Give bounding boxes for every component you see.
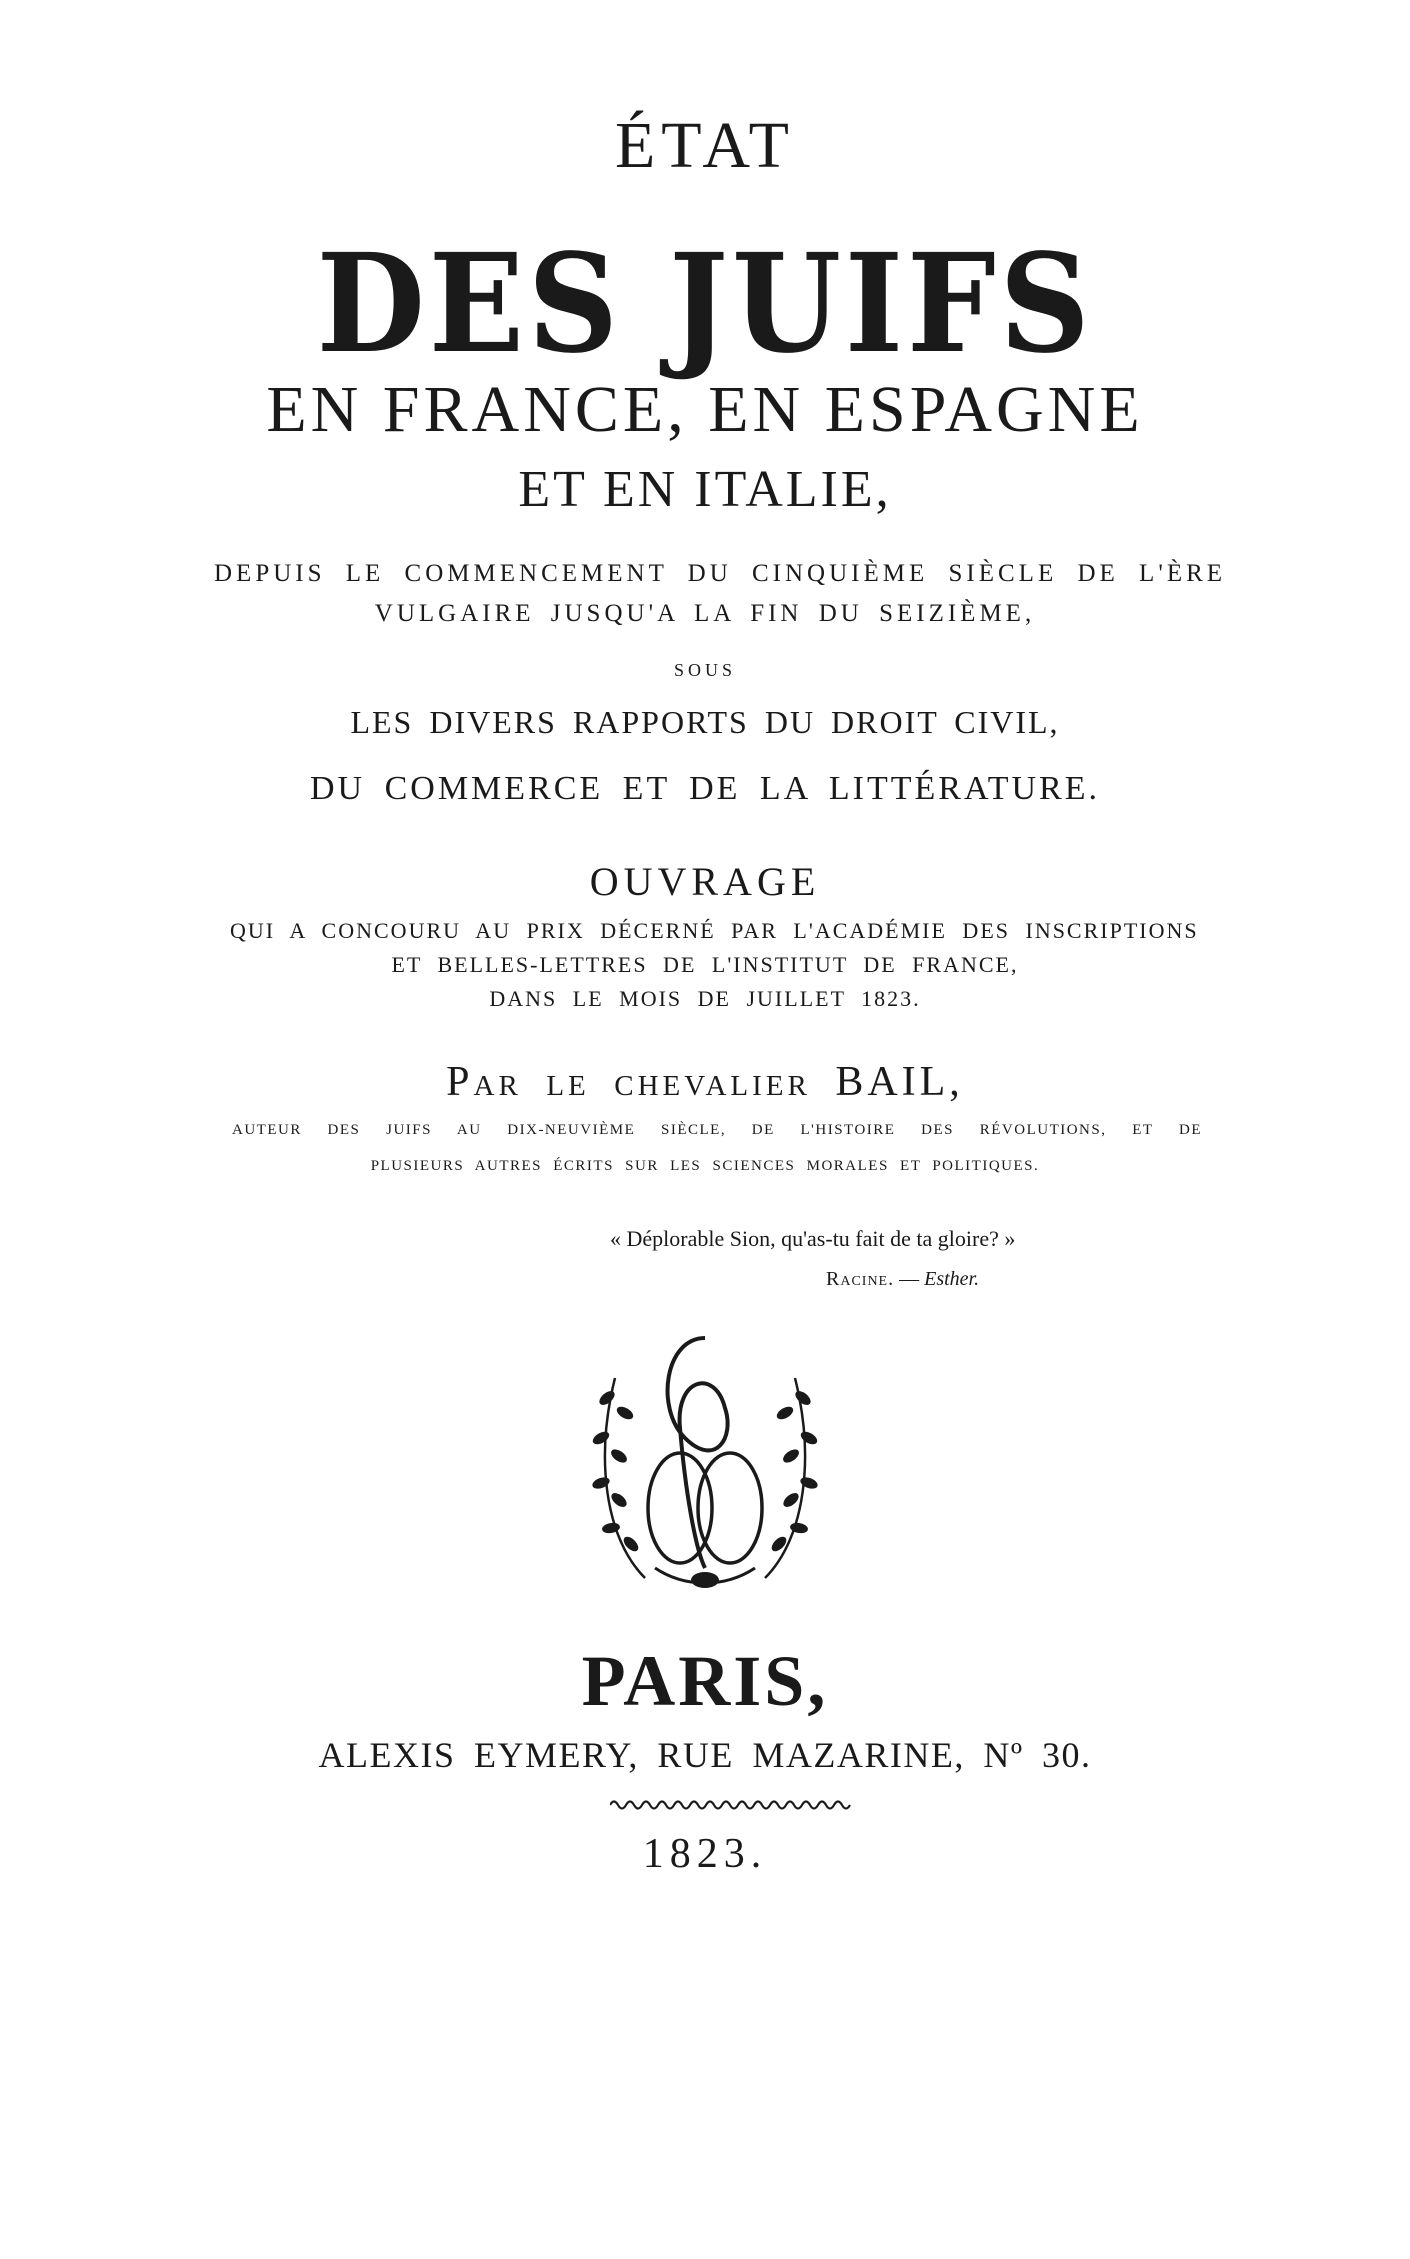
subtitle-period-line2: VULGAIRE JUSQU'A LA FIN DU SEIZIÈME,	[374, 600, 1036, 627]
work-label: OUVRAGE	[589, 859, 821, 904]
title-line-italie: ET EN ITALIE,	[518, 461, 892, 518]
subtitle-sous: SOUS	[673, 660, 737, 680]
imprint-city: PARIS,	[581, 1641, 829, 1721]
work-prize-line1: QUI A CONCOURU AU PRIX DÉCERNÉ PAR L'ACADÉMIE DES INSCRIPTIONS	[230, 918, 1199, 943]
subtitle-commerce: DU COMMERCE ET DE LA LITTÉRATURE.	[309, 770, 1100, 807]
author-byline: Par le chevalier BAIL,	[446, 1059, 964, 1105]
imprint-year: 1823.	[642, 1831, 768, 1877]
epigraph-attribution	[826, 1268, 1126, 1291]
wavy-rule-icon	[610, 1798, 854, 1812]
epigraph-work: Esther.	[924, 1268, 980, 1290]
imprint-publisher: ALEXIS EYMERY, RUE MAZARINE, Nº 30.	[318, 1735, 1092, 1775]
title-line-etat: ÉTAT	[614, 109, 795, 182]
author-description-line1: AUTEUR DES JUIFS AU DIX-NEUVIÈME SIÈCLE, DE L'HISTOIRE DES RÉVOLUTIONS, ET DE	[232, 1122, 1202, 1138]
work-prize-line2: ET BELLES-LETTRES DE L'INSTITUT DE FRANCE,	[391, 952, 1019, 977]
title-line-des-juifs: DES JUIFS	[316, 224, 1094, 384]
work-prize-line3: DANS LE MOIS DE JUILLET 1823.	[489, 986, 921, 1011]
title-line-countries: EN FRANCE, EN ESPAGNE	[266, 373, 1144, 446]
subtitle-period-line1: DEPUIS LE COMMENCEMENT DU CINQUIÈME SIÈCLE DE L'ÈRE	[214, 560, 1227, 587]
author-description-line2: PLUSIEURS AUTRES ÉCRITS SUR LES SCIENCES MORALES ET POLITIQUES.	[370, 1158, 1040, 1174]
epigraph-dash: —	[894, 1268, 925, 1290]
epigraph-author: Racine.	[826, 1268, 895, 1290]
monogram-wreath-icon	[585, 1318, 825, 1618]
subtitle-rapports: LES DIVERS RAPPORTS DU DROIT CIVIL,	[350, 704, 1060, 740]
epigraph-quote: « Déplorable Sion, qu'as-tu fait de ta gloire? »	[610, 1226, 1016, 1251]
